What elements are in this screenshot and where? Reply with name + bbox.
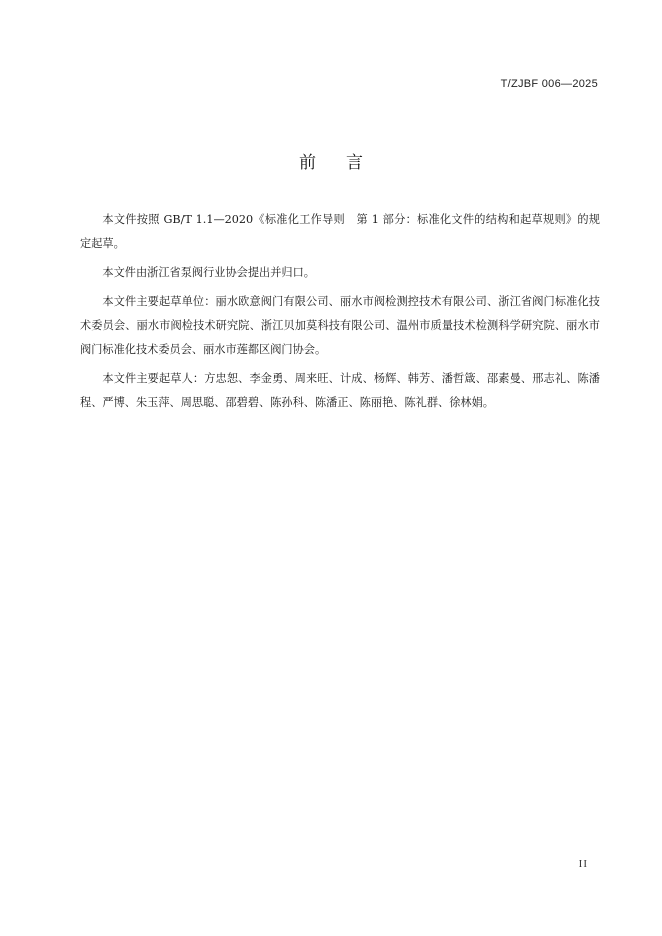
paragraph-drafters: 本文件主要起草人：方忠恕、李金勇、周来旺、计成、杨辉、韩芳、潘哲箴、邵素曼、邢志礼、陈潘程、严博、朱玉萍、周思聪、邵碧碧、陈孙科、陈潘正、陈丽艳、陈礼群、徐林娟。	[80, 372, 600, 409]
document-code: T/ZJBF 006—2025	[500, 78, 598, 90]
page-title: 前言	[299, 153, 393, 173]
paragraph-drafting-units: 本文件主要起草单位：丽水欧意阀门有限公司、丽水市阀检测控技术有限公司、浙江省阀门标准化技术委员会、丽水市阀检技术研究院、浙江贝加莫科技有限公司、温州市质量技术检测科学研究院、丽水市阀门标准化技术委员会、丽水市莲都区阀门协会。	[80, 295, 600, 356]
page-number: II	[578, 858, 588, 870]
document-body	[80, 208, 600, 420]
paragraph-proposer: 本文件由浙江省泵阀行业协会提出并归口。	[102, 266, 315, 279]
paragraph-drafting-rules: 本文件按照 GB/T 1.1—2020《标准化工作导则 第 1 部分：标准化文件的结构和起草规则》的规定起草。	[80, 213, 600, 250]
